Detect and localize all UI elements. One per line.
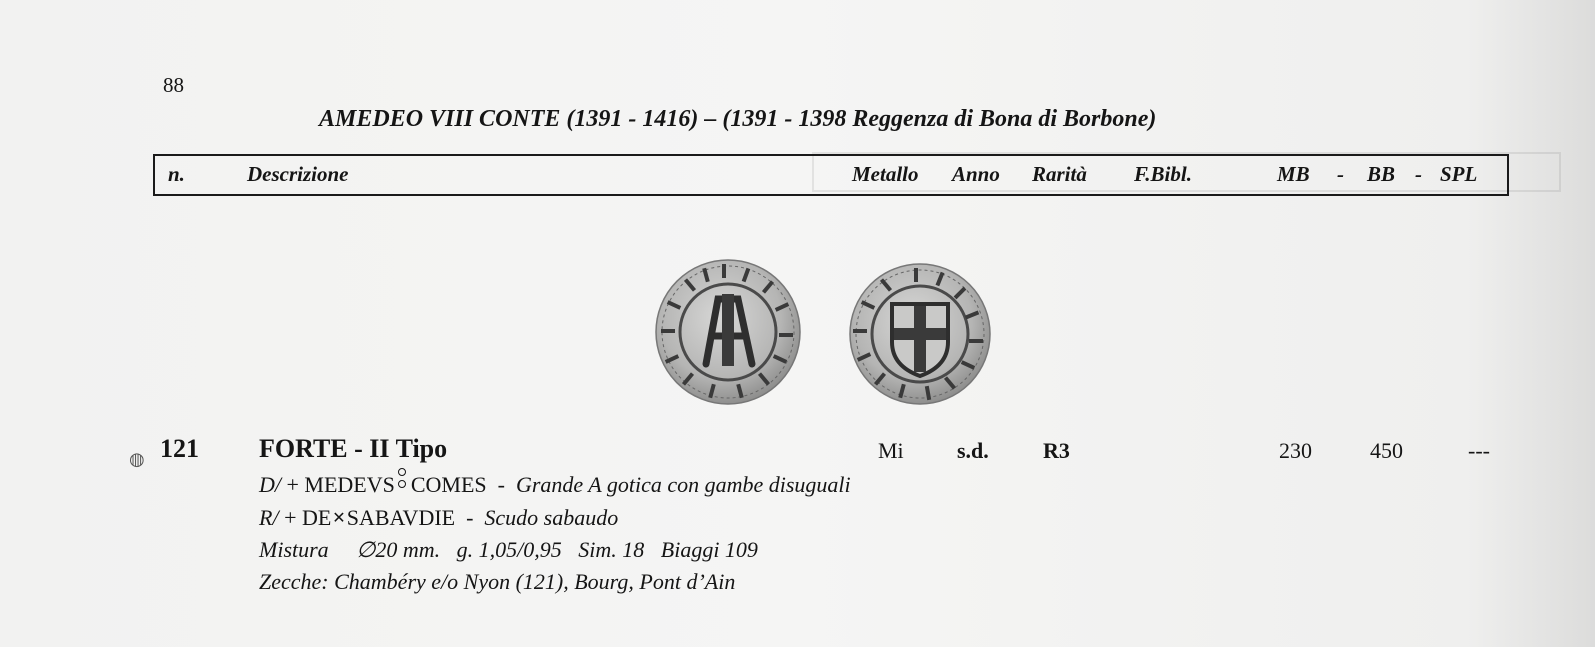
spec-weight: g. 1,05/0,95 [456, 537, 562, 562]
header-fbibl: F.Bibl. [1134, 162, 1192, 186]
header-sep-1: - [1337, 162, 1344, 186]
entry-price-bb: 450 [1370, 438, 1403, 463]
coin-reverse-image [850, 264, 990, 404]
entry-title: FORTE - II Tipo [259, 434, 448, 463]
reverse-description: Scudo sabaudo [484, 505, 619, 530]
header-n: n. [168, 162, 185, 186]
specs-line [259, 537, 758, 563]
header-sep-2: - [1415, 162, 1422, 186]
spec-biaggi: Biaggi 109 [660, 537, 758, 562]
header-metallo: Metallo [852, 162, 919, 186]
mints-line: Zecche: Chambéry e/o Nyon (121), Bourg, Pont d’Ain [259, 569, 736, 594]
obverse-prefix: D/ [259, 472, 281, 497]
coin-images [648, 254, 1008, 414]
spec-diameter: ∅20 mm. [356, 537, 441, 562]
obverse-legend-a: + MEDEVS [286, 472, 395, 497]
obverse-separator: - [497, 472, 505, 497]
entry-metal: Mi [878, 438, 904, 463]
entry-rarity: R3 [1043, 438, 1070, 463]
table-header [153, 154, 1509, 196]
page-number: 88 [163, 73, 184, 97]
header-bb: BB [1367, 162, 1396, 186]
coin-obverse-image [656, 260, 800, 404]
reverse-legend-b: SABAVDIE [346, 505, 456, 530]
header-rarita: Rarità [1032, 162, 1087, 186]
entry-price-mb: 230 [1279, 438, 1312, 463]
reverse-line [259, 505, 618, 531]
reverse-prefix: R/ [259, 505, 279, 530]
spec-metal: Mistura [259, 537, 329, 562]
header-anno: Anno [952, 162, 1000, 186]
obverse-legend-b: COMES [410, 472, 487, 497]
saltire-icon: ✕ [332, 510, 346, 527]
header-mb: MB [1277, 162, 1310, 186]
colon-dots-icon [397, 472, 409, 496]
header-descrizione: Descrizione [247, 162, 349, 186]
reverse-legend-a: + DE [284, 505, 332, 530]
section-title: AMEDEO VIII CONTE (1391 - 1416) – (1391 - 1398 Reggenza di Bona di Borbone) [319, 106, 1157, 132]
obverse-description: Grande A gotica con gambe disuguali [515, 472, 851, 497]
entry-year: s.d. [957, 438, 989, 463]
spec-sim: Sim. 18 [578, 537, 645, 562]
obverse-line [259, 472, 851, 498]
entry-price-spl: --- [1468, 438, 1490, 463]
entry-number: 121 [160, 434, 199, 463]
entry-bullet: ◍ [129, 449, 145, 469]
header-spl: SPL [1440, 162, 1478, 186]
reverse-separator: - [466, 505, 474, 530]
